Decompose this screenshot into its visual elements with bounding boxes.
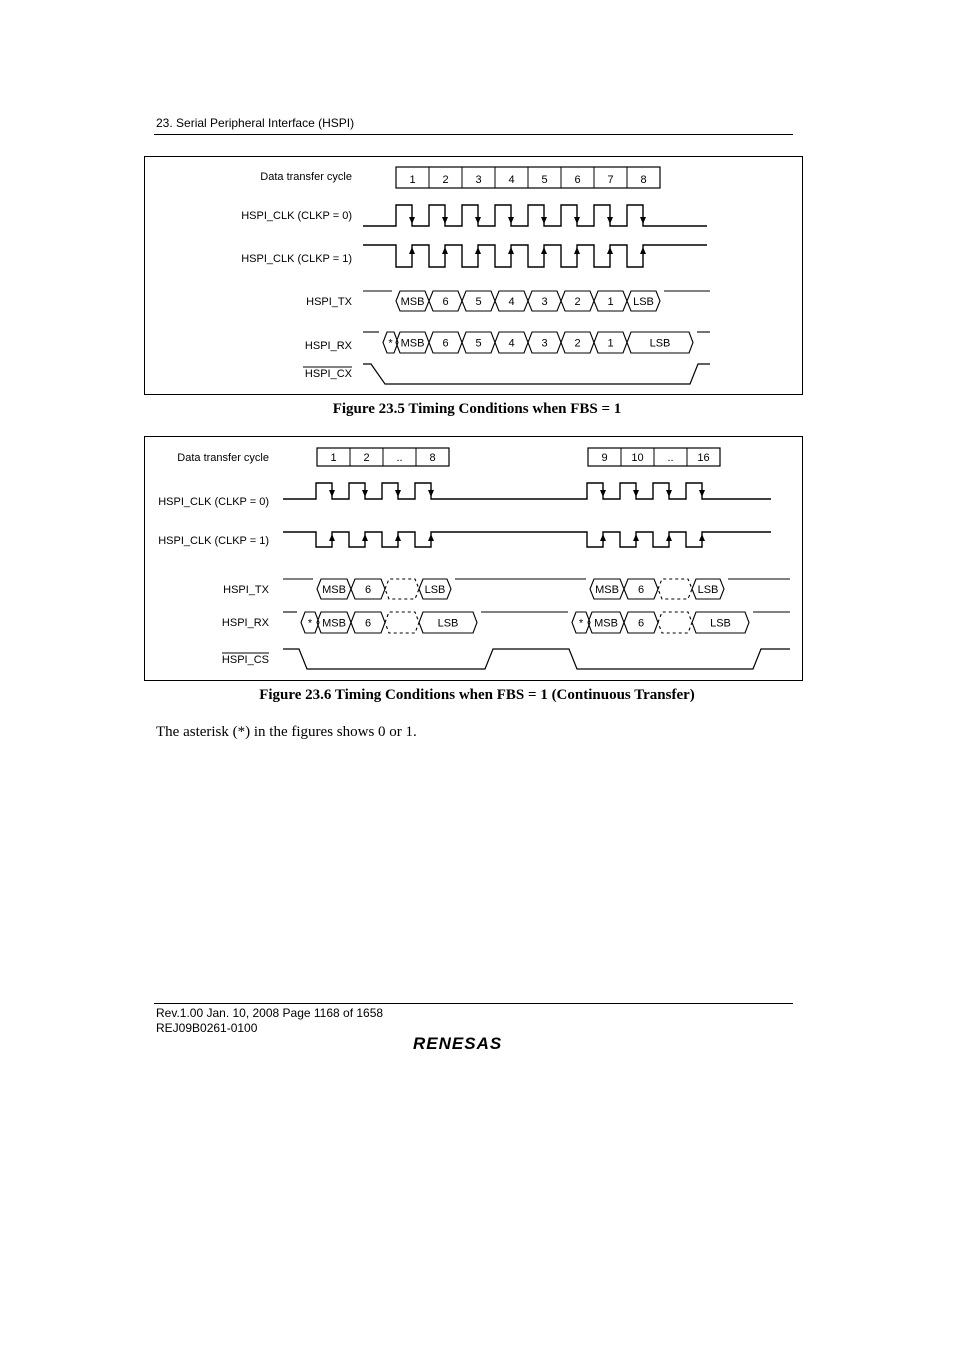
section-header: 23. Serial Peripheral Interface (HSPI) xyxy=(156,116,355,130)
falling-edge-arrow xyxy=(600,490,606,497)
clock-trace xyxy=(283,532,771,547)
bus-bit-MSB: MSB xyxy=(322,617,346,630)
falling-edge-arrow xyxy=(409,217,415,224)
footer-doc-number: REJ09B0261-0100 xyxy=(156,1021,258,1035)
cycle-number-8: 8 xyxy=(640,174,647,186)
cs-label: HSPI_CS xyxy=(221,654,269,666)
cycle-number-16: 16 xyxy=(697,452,710,464)
clk1-waveform xyxy=(283,532,771,547)
clock-trace xyxy=(363,205,707,226)
asterisk-note: The asterisk (*) in the figures shows 0 or 1. xyxy=(156,724,417,740)
cs-waveform xyxy=(363,364,710,384)
falling-edge-arrow xyxy=(508,217,514,224)
bus-gap-cell xyxy=(385,612,419,633)
rising-edge-arrow xyxy=(640,247,646,254)
cycle-number-2: 2 xyxy=(363,452,370,464)
figure-23-6-caption: Figure 23.6 Timing Conditions when FBS = 1 (Continuous Transfer) xyxy=(259,687,695,703)
clock-trace xyxy=(283,483,771,499)
bus-gap-cell xyxy=(658,579,692,599)
cycle-label: Data transfer cycle xyxy=(177,452,269,464)
cycle-number-9: 9 xyxy=(601,452,608,464)
rising-edge-arrow xyxy=(475,247,481,254)
cycle-number-8: 8 xyxy=(429,452,436,464)
bus-bit-6: 6 xyxy=(364,584,372,596)
clock-trace xyxy=(363,245,707,267)
falling-edge-arrow xyxy=(428,490,434,497)
falling-edge-arrow xyxy=(442,217,448,224)
footer-revision: Rev.1.00 Jan. 10, 2008 Page 1168 of 1658 xyxy=(156,1006,384,1020)
bus-bit-LSB: LSB xyxy=(697,584,719,596)
bus-bit-MSB: MSB xyxy=(595,584,619,596)
rising-edge-arrow xyxy=(666,534,672,541)
bus-bit-1: 1 xyxy=(607,296,614,308)
bus-bit-LSB: LSB xyxy=(437,617,459,630)
rx-waveform xyxy=(283,612,790,633)
bus-bit-MSB: MSB xyxy=(322,584,346,596)
cycle-number-7: 7 xyxy=(607,174,614,186)
bus-gap-cell xyxy=(658,612,692,633)
bus-bit-6: 6 xyxy=(637,617,645,630)
falling-edge-arrow xyxy=(666,490,672,497)
falling-edge-arrow xyxy=(329,490,335,497)
rising-edge-arrow xyxy=(362,534,368,541)
falling-edge-arrow xyxy=(699,490,705,497)
timing-diagram-continuous xyxy=(145,437,802,680)
rising-edge-arrow xyxy=(633,534,639,541)
cycle-boxes xyxy=(396,167,660,188)
rising-edge-arrow xyxy=(508,247,514,254)
rising-edge-arrow xyxy=(428,534,434,541)
bus-bit-6: 6 xyxy=(637,584,645,596)
figure-23-5-caption: Figure 23.5 Timing Conditions when FBS = 1 xyxy=(332,401,622,417)
bus-bit-3: 3 xyxy=(541,296,548,308)
tx-label: HSPI_TX xyxy=(306,296,352,308)
cycle-number-4: 4 xyxy=(508,174,515,186)
cycle-number-..: .. xyxy=(667,452,674,464)
cycle-number-3: 3 xyxy=(475,174,482,186)
rising-edge-arrow xyxy=(395,534,401,541)
cycle-label: Data transfer cycle xyxy=(260,171,352,183)
clk0-waveform xyxy=(283,483,771,499)
footer-rule xyxy=(154,1003,793,1004)
falling-edge-arrow xyxy=(541,217,547,224)
bus-bit-LSB: LSB xyxy=(649,337,671,350)
timing-diagram-fbs1 xyxy=(145,157,802,394)
clk1-waveform xyxy=(363,245,707,267)
renesas-logo: RENESAS xyxy=(413,1034,503,1053)
cycle-number-1: 1 xyxy=(409,174,416,186)
header-rule xyxy=(154,134,793,135)
bus-bit-6: 6 xyxy=(364,617,372,630)
cycle-boxes xyxy=(317,448,720,466)
rising-edge-arrow xyxy=(574,247,580,254)
cycle-number-10: 10 xyxy=(631,452,644,464)
clk0-label: HSPI_CLK (CLKP = 0) xyxy=(158,496,269,508)
cycle-number-1: 1 xyxy=(330,452,337,464)
bus-bit-MSB: MSB xyxy=(400,296,425,308)
bus-bit-5: 5 xyxy=(475,337,482,350)
rx-label: HSPI_RX xyxy=(221,617,269,629)
falling-edge-arrow xyxy=(395,490,401,497)
bus-bit-4: 4 xyxy=(508,337,515,350)
clk0-label: HSPI_CLK (CLKP = 0) xyxy=(241,210,352,222)
cs-waveform xyxy=(283,649,790,669)
clk1-label: HSPI_CLK (CLKP = 1) xyxy=(158,535,269,547)
bus-bit-*: * xyxy=(307,617,313,630)
cs-label: HSPI_CX xyxy=(304,368,352,380)
bus-bit-1: 1 xyxy=(607,337,614,350)
tx-waveform xyxy=(363,291,710,311)
bus-bit-2: 2 xyxy=(574,337,581,350)
bus-bit-6: 6 xyxy=(442,296,449,308)
bus-bit-*: * xyxy=(388,337,393,350)
bus-gap-cell xyxy=(385,579,419,599)
bus-bit-5: 5 xyxy=(475,296,482,308)
bus-bit-LSB: LSB xyxy=(710,617,731,630)
cycle-number-5: 5 xyxy=(541,174,548,186)
rising-edge-arrow xyxy=(600,534,606,541)
tx-waveform xyxy=(283,579,790,599)
bus-bit-*: * xyxy=(578,617,584,630)
cycle-number-2: 2 xyxy=(442,174,449,186)
cycle-number-6: 6 xyxy=(574,174,581,186)
figure-23-6 xyxy=(144,436,803,681)
falling-edge-arrow xyxy=(362,490,368,497)
rising-edge-arrow xyxy=(607,247,613,254)
bus-bit-4: 4 xyxy=(508,296,515,308)
bus-bit-3: 3 xyxy=(541,337,548,350)
bus-bit-MSB: MSB xyxy=(400,337,425,350)
bus-bit-2: 2 xyxy=(574,296,581,308)
rising-edge-arrow xyxy=(541,247,547,254)
rising-edge-arrow xyxy=(699,534,705,541)
rising-edge-arrow xyxy=(329,534,335,541)
figure-23-5 xyxy=(144,156,803,395)
bus-bit-LSB: LSB xyxy=(633,296,654,308)
falling-edge-arrow xyxy=(633,490,639,497)
clk0-waveform xyxy=(363,205,707,226)
rx-label: HSPI_RX xyxy=(304,340,352,352)
bus-bit-MSB: MSB xyxy=(594,617,618,630)
falling-edge-arrow xyxy=(574,217,580,224)
bus-bit-LSB: LSB xyxy=(424,584,446,596)
falling-edge-arrow xyxy=(640,217,646,224)
rising-edge-arrow xyxy=(442,247,448,254)
bus-bit-6: 6 xyxy=(442,337,449,350)
cycle-number-..: .. xyxy=(396,452,403,464)
clk1-label: HSPI_CLK (CLKP = 1) xyxy=(241,253,352,265)
tx-label: HSPI_TX xyxy=(223,584,269,596)
falling-edge-arrow xyxy=(475,217,481,224)
rx-waveform xyxy=(363,332,710,353)
rising-edge-arrow xyxy=(409,247,415,254)
falling-edge-arrow xyxy=(607,217,613,224)
